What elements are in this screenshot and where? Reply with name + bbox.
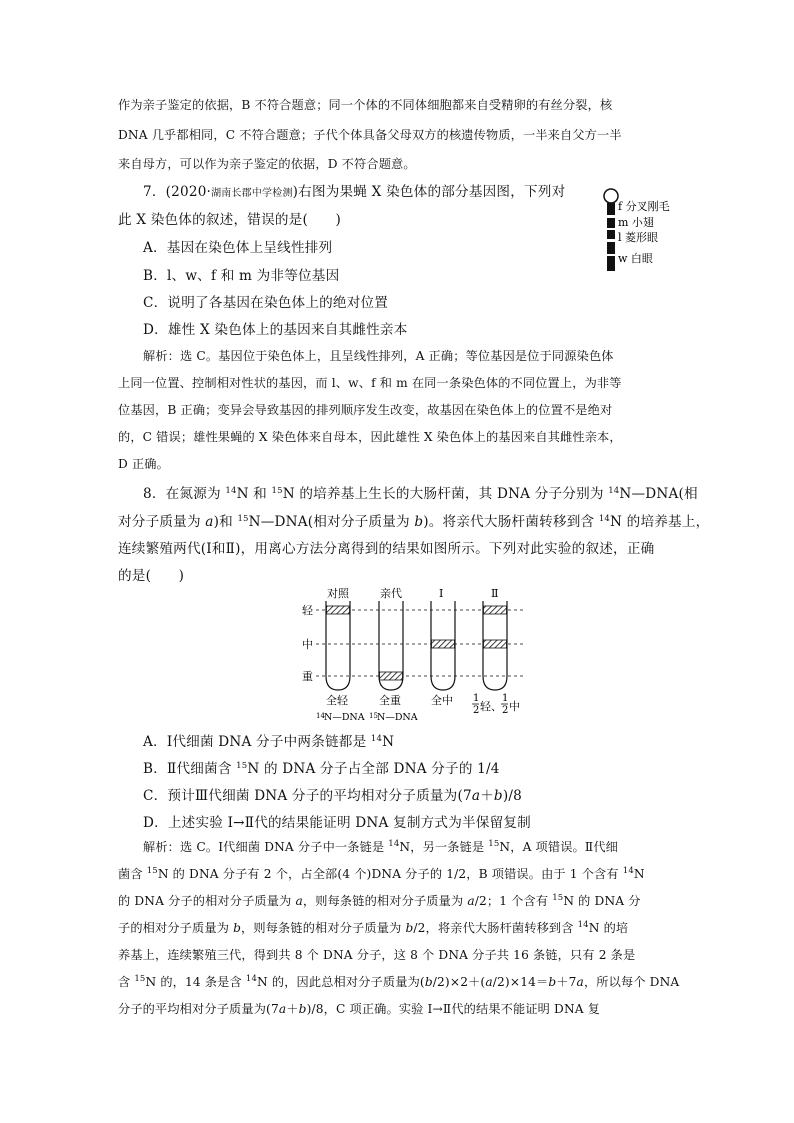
svg-text:1: 1 — [502, 693, 509, 704]
centromere-icon — [604, 189, 618, 203]
gene-label-w: w 白眼 — [618, 252, 653, 265]
level-light: 轻 — [302, 604, 313, 617]
q8-analysis-line-5: 养基上，连续繁殖三代，得到共 8 个 DNA 分子，这 8 个 DNA 分子共 16 条链，只有 2 条是 — [118, 948, 636, 962]
chromosome-figure — [598, 186, 698, 276]
band-parent-heavy — [380, 672, 403, 680]
svg-text:1: 1 — [473, 693, 480, 704]
svg-text:2: 2 — [502, 705, 509, 716]
prev-answer-line-1: 作为亲子鉴定的依据，B 不符合题意；同一个体的不同体细胞都来自受精卵的有丝分裂，核 — [118, 98, 613, 112]
q8-stem-line-1: 8．在氮源为 $^{14}$N 和 $^{15}$N 的培养基上生长的大肠杆菌，其 DNA 分子分别为 $^{14}$N—DNA(相 — [143, 486, 698, 502]
chromosome-body — [607, 203, 615, 271]
q8-option-d: D．上述实验 Ⅰ→Ⅱ代的结果能证明 DNA 复制方式为半保留复制 — [143, 815, 531, 831]
q8-analysis-line-7: 分子的平均相对分子质量为(7a＋b)/8，C 项正确。实验 Ⅰ→Ⅱ代的结果不能证明 DNA 复 — [118, 1002, 601, 1016]
gene-label-f: f 分叉刚毛 — [618, 200, 670, 213]
q7-stem-rest: )右图为果蝇 X 染色体的部分基因图，下列对 — [292, 184, 566, 200]
band-gen1-middle — [432, 640, 455, 648]
caption-sup-14: 14 — [316, 712, 325, 720]
q7-stem-line-1 — [143, 180, 565, 200]
q8-option-b: B．Ⅱ代细菌含 $^{15}$N 的 DNA 分子占全部 DNA 分子的 1/4 — [143, 761, 500, 777]
caption-all-heavy: 全重 — [379, 694, 401, 707]
q7-analysis-line-5: D 正确。 — [118, 457, 169, 471]
prev-answer-line-2: DNA 几乎都相同，C 不符合题意；子代个体具备父母双方的核遗传物质，一半来自父方一半 — [118, 128, 622, 142]
svg-text:中: 中 — [509, 700, 520, 713]
chromosome-band — [607, 239, 615, 242]
level-heavy: 重 — [302, 670, 313, 683]
q8-stem-line-3: 连续繁殖两代(Ⅰ和Ⅱ)，用离心方法分离得到的结果如图所示。下列对此实验的叙述，正确 — [118, 541, 655, 557]
q7-option-d: D．雄性 X 染色体上的基因来自其雌性亲本 — [143, 322, 408, 338]
caption-15n-dna: N—DNA — [377, 712, 418, 723]
gene-label-m: m 小翅 — [618, 216, 654, 229]
header-parent: 亲代 — [380, 587, 402, 600]
q7-option-c: C．说明了各基因在染色体上的绝对位置 — [143, 295, 389, 311]
q7-option-b: B．l、w、f 和 m 为非等位基因 — [143, 268, 340, 284]
caption-sup-15: 15 — [369, 712, 378, 720]
q7-option-a: A．基因在染色体上呈线性排列 — [143, 240, 333, 256]
q8-option-c: C．预计Ⅲ代细菌 DNA 分子的平均相对分子质量为(7a＋b)/8 — [143, 788, 522, 804]
chromosome-band — [607, 228, 615, 230]
q7-analysis-line-3: 位基因，B 正确；变异会导致基因的排列顺序发生改变，故基因在染色体上的位置不是绝对 — [118, 403, 613, 417]
header-gen1: Ⅰ — [439, 587, 444, 600]
q8-analysis-line-3: 的 DNA 分子的相对分子质量为 a，则每条链的相对分子质量为 a/2；1 个含有 $^{15}$N 的 DNA 分 — [118, 893, 641, 908]
q7-analysis-line-2: 上同一位置、控制相对性状的基因，而 l、w、f 和 m 在同一条染色体的不同位置上，为非等 — [118, 376, 622, 390]
q8-stem-line-2: 对分子质量为 a)和 $^{15}$N—DNA(相对分子质量为 b)。将亲代大肠杆菌转移到含 $^{14}$N 的培养基上， — [118, 514, 710, 530]
caption-all-middle: 全中 — [431, 694, 453, 707]
q8-analysis-line-4: 子的相对分子质量为 b，则每条链的相对分子质量为 b/2，将亲代大肠杆菌转移到含 $^{14}$N 的培 — [118, 920, 629, 935]
svg-text:2: 2 — [473, 705, 480, 716]
q8-stem-line-4: 的是( ) — [118, 568, 185, 584]
caption-all-light: 全轻 — [326, 694, 348, 707]
band-gen2-middle — [484, 640, 507, 648]
band-control-light — [327, 606, 350, 614]
q7-analysis-line-4: 的，C 错误；雄性果蝇的 X 染色体来自母本，因此雄性 X 染色体上的基因来自其雌性亲本， — [118, 430, 622, 444]
q8-option-a: A．Ⅰ代细菌 DNA 分子中两条链都是 $^{14}$N — [143, 734, 395, 750]
q8-analysis-line-2: 菌含 $^{15}$N 的 DNA 分子有 2 个，占全部(4 个)DNA 分子的 1/2，B 项错误。由于 1 个含有 $^{14}$N — [118, 866, 645, 881]
gene-label-l: l 菱形眼 — [618, 231, 659, 244]
caption-half-light-half-middle — [472, 693, 520, 716]
band-gen2-light — [484, 606, 507, 614]
q7-year: 7．(2020· — [143, 184, 212, 200]
caption-14n-dna: N—DNA — [324, 712, 365, 723]
q7-stem-line-2: 此 X 染色体的叙述，错误的是( ) — [118, 212, 342, 228]
level-middle: 中 — [302, 638, 313, 651]
prev-answer-line-3: 来自母方，可以作为亲子鉴定的依据，D 不符合题意。 — [118, 157, 416, 171]
svg-text:轻、: 轻、 — [480, 700, 502, 713]
q7-analysis-line-1: 解析：选 C。基因位于染色体上，且呈线性排列，A 正确；等位基因是位于同源染色体 — [143, 349, 614, 363]
chromosome-band — [607, 215, 615, 218]
q8-analysis-line-6: 含 $^{15}$N 的，14 条是含 $^{14}$N 的，因此总相对分子质量为(b/2)×2＋(a/2)×14＝b＋7a，所以每个 DNA — [118, 974, 680, 989]
chromosome-band — [607, 254, 615, 256]
q8-analysis-line-1: 解析：选 C。Ⅰ代细菌 DNA 分子中一条链是 $^{14}$N，另一条链是 $^{15}$N，A 项错误。Ⅱ代细 — [143, 839, 619, 854]
centrifuge-figure — [298, 584, 528, 724]
q7-source: 湖南长郡中学检测 — [211, 188, 293, 199]
header-control: 对照 — [327, 587, 349, 600]
header-gen2: Ⅱ — [491, 587, 499, 600]
